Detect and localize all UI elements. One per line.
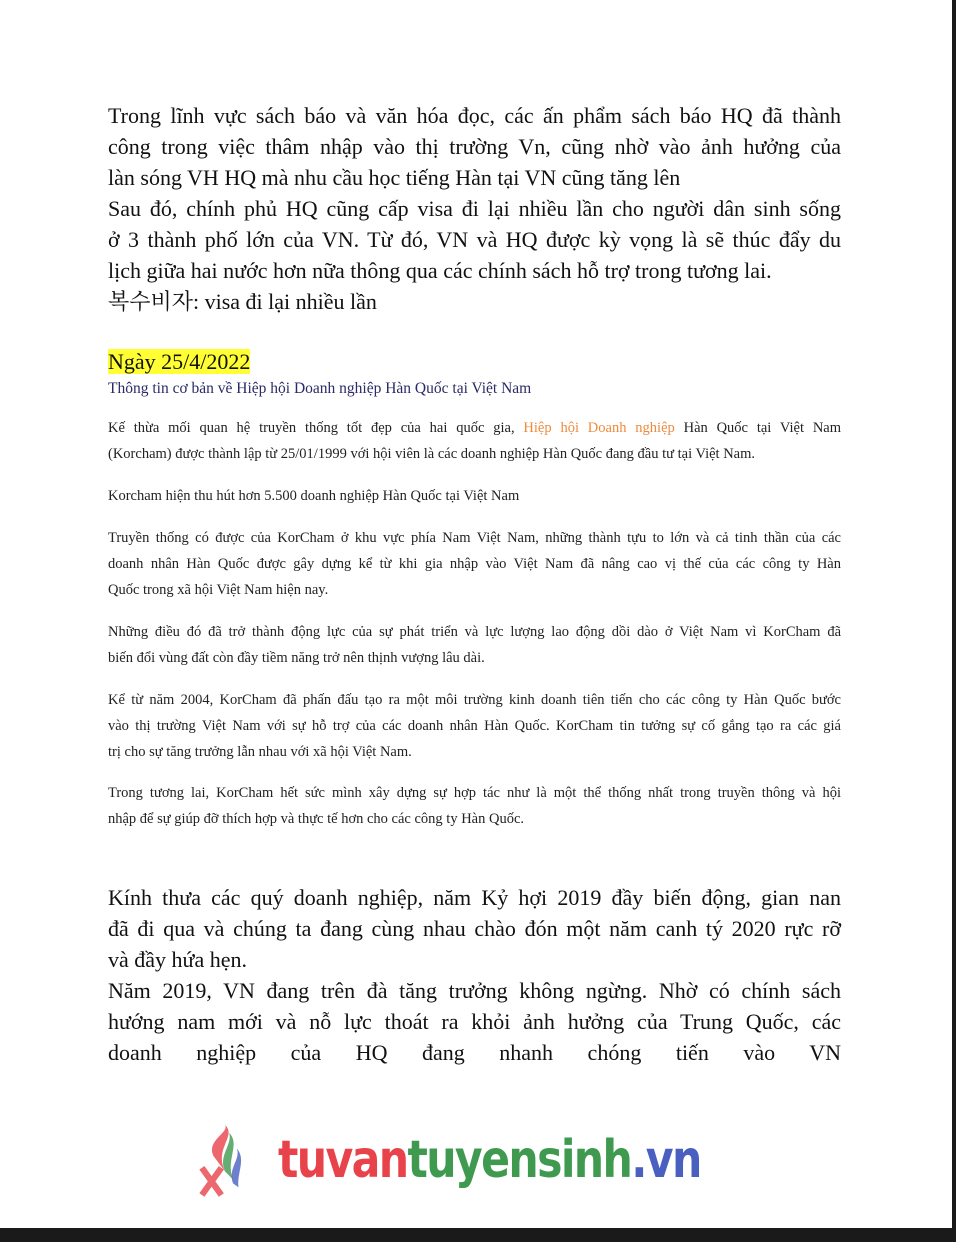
window-edge-bottom xyxy=(0,1228,956,1242)
text-line xyxy=(108,415,841,441)
korcham-paragraph-4 xyxy=(108,619,841,671)
watermark-text xyxy=(278,1130,701,1190)
text-line: Truyền thống có được của KorCham ở khu vực phía Nam Việt Nam, những thành tựu to lớn và cả tinh thần của các xyxy=(108,530,841,546)
date-heading xyxy=(108,348,841,376)
text-line: 복수비자: visa đi lại nhiều lần xyxy=(108,289,377,314)
text-line: Kể từ năm 2004, KorCham đã phấn đấu tạo ra một môi trường kinh doanh tiên tiến cho các công ty Hàn Quốc bước xyxy=(108,692,841,708)
text-line: doanh nhân Hàn Quốc được gây dựng kể từ khi gia nhập vào Việt Nam đã nâng cao vị thế của các công ty Hàn xyxy=(108,556,841,572)
text-line: Trong lĩnh vực sách báo và văn hóa đọc, các ấn phẩm sách báo HQ đã thành xyxy=(108,103,841,128)
watermark-part-3: .vn xyxy=(631,1130,701,1190)
text-line: trị cho sự tăng trưởng lẫn nhau với xã hội Việt Nam. xyxy=(108,744,412,760)
text-line: biến đổi vùng đất còn đầy tiềm năng trở nên thịnh vượng lâu dài. xyxy=(108,650,485,666)
text-line: Quốc trong xã hội Việt Nam hiện nay. xyxy=(108,582,329,598)
korcham-paragraph-5 xyxy=(108,687,841,765)
korcham-paragraph-3 xyxy=(108,525,841,603)
text-line: vào thị trường Việt Nam với sự hỗ trợ của các doanh nhân Hàn Quốc. KorCham tin tưởng sự cố gắng tạo ra các giá xyxy=(108,718,841,734)
text-line: làn sóng VH HQ mà nhu cầu học tiếng Hàn tại VN cũng tăng lên xyxy=(108,165,681,190)
watermark-part-1: tuvan xyxy=(278,1130,408,1190)
watermark-part-2: tuyensinh xyxy=(407,1130,632,1190)
korcham-paragraph-6 xyxy=(108,780,841,832)
text-line: đã đi qua và chúng ta đang cùng nhau chào đón một năm canh tý 2020 rực rỡ xyxy=(108,916,841,941)
text-line: hướng nam mới và nỗ lực thoát ra khỏi ảnh hưởng của Trung Quốc, các xyxy=(108,1009,841,1034)
paragraph-4 xyxy=(108,882,841,1068)
date-text: Ngày 25/4/2022 xyxy=(108,349,251,374)
text-line: lịch giữa hai nước hơn nữa thông qua các chính sách hỗ trợ trong tương lai. xyxy=(108,258,772,283)
text-line: và đầy hứa hẹn. xyxy=(108,947,247,972)
korcham-paragraph-2 xyxy=(108,483,841,509)
text-line: Sau đó, chính phủ HQ cũng cấp visa đi lại nhiều lần cho người dân sinh sống xyxy=(108,196,841,221)
text-line: Kính thưa các quý doanh nghiệp, năm Kỷ hợi 2019 đầy biến động, gian nan xyxy=(108,885,841,910)
flame-logo-icon xyxy=(198,1120,268,1200)
text-line: công trong việc thâm nhập vào thị trường Vn, cũng nhờ vào ảnh hưởng của xyxy=(108,134,841,159)
paragraph-1 xyxy=(108,100,841,317)
text: Kế thừa mối quan hệ truyền thống tốt đẹp của hai quốc gia, xyxy=(108,420,524,436)
text-line: ở 3 thành phố lớn của VN. Từ đó, VN và HQ được kỳ vọng là sẽ thúc đẩy du xyxy=(108,227,841,252)
text-line: Những điều đó đã trở thành động lực của sự phát triển và lực lượng lao động dồi dào ở Việt Nam vì KorCham đã xyxy=(108,624,841,640)
text-line: doanh nghiệp của HQ đang nhanh chóng tiến vào VN xyxy=(108,1040,841,1065)
text-line: Năm 2019, VN đang trên đà tăng trưởng không ngừng. Nhờ có chính sách xyxy=(108,978,841,1003)
text-line: Korcham hiện thu hút hơn 5.500 doanh nghiệp Hàn Quốc tại Việt Nam xyxy=(108,488,520,504)
window-edge-right xyxy=(952,0,956,1242)
text-line: nhập để sự giúp đỡ thích hợp và thực tế hơn cho các công ty Hàn Quốc. xyxy=(108,811,525,827)
watermark-logo xyxy=(198,1120,758,1210)
text-line: (Korcham) được thành lập từ 25/01/1999 với hội viên là các doanh nghiệp Hàn Quốc đang đầu tư tại Việt Nam. xyxy=(108,446,756,462)
section-subtitle: Thông tin cơ bản về Hiệp hội Doanh nghiệp Hàn Quốc tại Việt Nam xyxy=(108,380,532,397)
korcham-link[interactable]: Hiệp hội Doanh nghiệp xyxy=(523,420,675,436)
text-line: Trong tương lai, KorCham hết sức mình xây dựng sự hợp tác như là một thể thống nhất trong truyền thông và hội xyxy=(108,785,841,801)
korcham-paragraph-1 xyxy=(108,415,841,467)
text: Hàn Quốc tại Việt Nam xyxy=(674,420,842,436)
